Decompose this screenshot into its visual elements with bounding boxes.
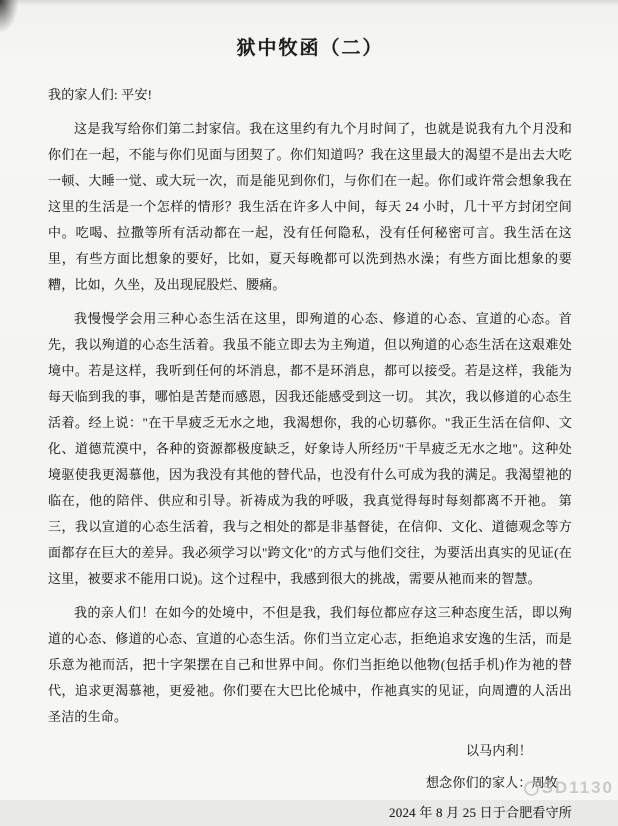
watermark-text: SD1130: [541, 778, 614, 797]
date-line: 2024 年 8 月 25 日于合肥看守所: [389, 805, 572, 820]
signature-line: 想念你们的家人：周牧: [425, 775, 558, 790]
scan-top-shadow: [0, 0, 618, 6]
letter-title: 狱中牧函（二）: [236, 38, 384, 59]
paragraph-1: 这是我写给你们第二封家信。我在这里约有九个月时间了，也就是说我有九个月没和你们在一起，不能与你们见面与团契了。你们知道吗？我在这里最大的渴望不是出去大吃一顿、大睡一觉、或大玩一次，而是能见到你们，与你们在一起。你们或许常会想象我在这里的生活是一个怎样的情形？我生活在许多人中间，每天 24 小时，几十平方封闭空间中。吃喝、拉撒等所有活动都在一起，没有任何隐私，没有任何秘密可言。我生活在这里，有些方面比想象的要好，比如，夏天每晚都可以洗到热水澡；有些方面比想象的要糟，比如，久坐，及出现屁股烂、腰痛。: [48, 121, 572, 292]
photo-corner-shadow: [0, 0, 30, 52]
closing-blessing: 以马内利！: [465, 743, 532, 758]
paragraph-3: 我的亲人们！在如今的处境中，不但是我，我们每位都应存这三种态度生活，即以殉道的心态、修道的心态、宣道的心态生活。你们当立定心志，拒绝追求安逸的生活，而是乐意为祂而活，把十字架摆在自己和世界中间。你们当拒绝以他物(包括手机)作为祂的替代，追求更渴慕祂，更爱祂。你们要在大巴比伦城中，作祂真实的见证，向周遭的人活出圣洁的生命。: [48, 605, 572, 724]
paragraph-2: 我慢慢学会用三种心态生活在这里，即殉道的心态、修道的心态、宣道的心态。首先，我以殉道的心态生活着。我虽不能立即去为主殉道，但以殉道的心态生活在这艰难处境中。若是这样，我听到任何的坏消息，都不是环消息，都可以接受。若是这样，我能为每天临到我的事，哪怕是苦楚而感恩，因我还能感受到这一切。 其次，我以修道的心态生活着。经上说："在干旱疲乏无水之地，我渴想你，我的心切慕你。"我正生活在信仰、文化、道德荒漠中，各种的资源都极度缺乏，好象诗人所经历"干旱疲乏无水之地"。这种处境驱使我更渴慕他，因为我没有其他的替代品，也没有什么可成为我的满足。我渴望祂的临在，他的陪伴、供应和引导。祈祷成为我的呼吸，我真觉得每时每刻都离不开祂。 第三，我以宣道的心态生活着，我与之相处的都是非基督徒，在信仰、文化、道德观念等方面都存在巨大的差异。我必须学习以"跨文化"的方式与他们交往，为要活出真实的见证(在这里，被要求不能用口说)。这个过程中，我感到很大的挑战，需要从祂而来的智慧。: [48, 311, 572, 586]
salutation-line: 我的家人们: 平安!: [48, 87, 153, 102]
